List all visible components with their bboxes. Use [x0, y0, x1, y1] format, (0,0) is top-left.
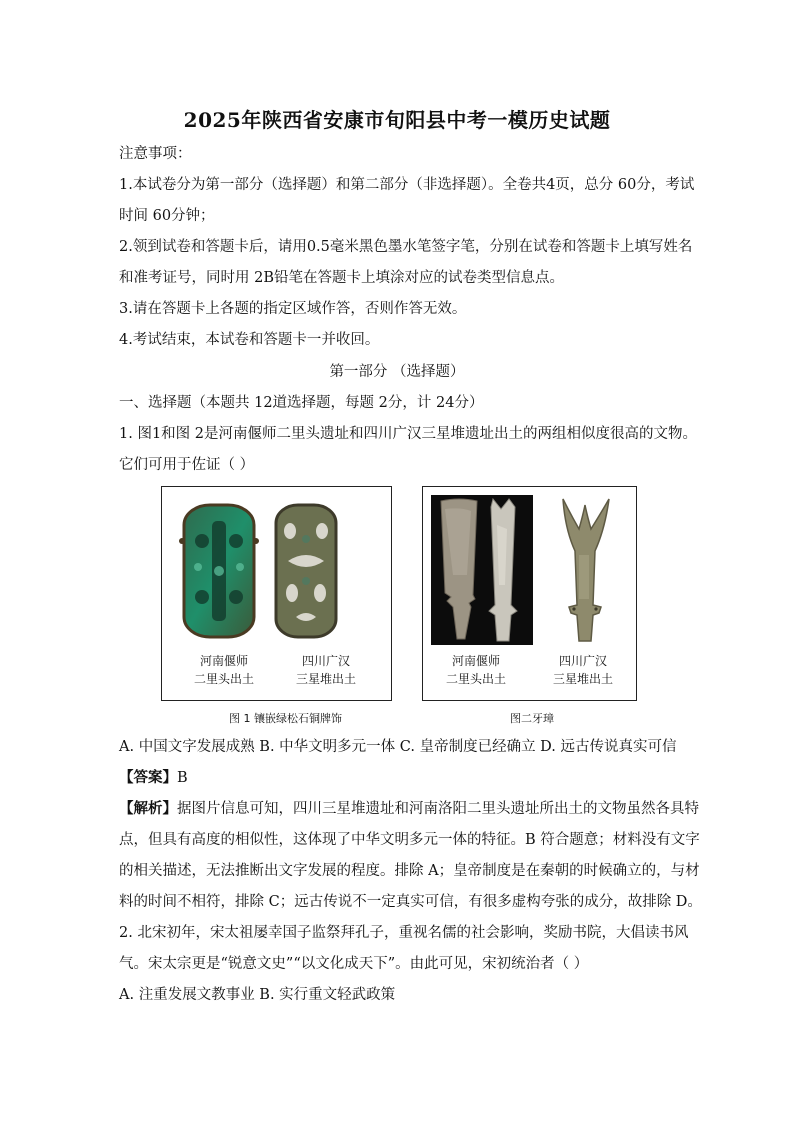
question-1-options: A. 中国文字发展成熟 B. 中华文明多元一体 C. 皇帝制度已经确立 D. 远古传说真实可信: [119, 739, 677, 755]
notice-item-1-cont: 时间 60分钟；: [119, 208, 215, 224]
notice-item-2-cont: 和准考证号，同时用 2B铅笔在答题卡上填涂对应的试卷类型信息点。: [119, 270, 564, 286]
figure-1-caption-right-site: 三星堆出土: [295, 672, 356, 686]
figure-1-caption-left-site: 二里头出土: [193, 672, 254, 686]
figure-2-caption-right-site: 三星堆出土: [552, 672, 613, 686]
analysis-text-1: 据图片信息可知，四川三星堆遗址和河南洛阳二里头遗址所出土的文物虽然各具特: [177, 801, 699, 817]
figure-2-title: 图二牙璋: [510, 712, 554, 725]
answer-line: [119, 768, 188, 788]
analysis-line-4: 料的时间不相符，排除 C；远古传说不一定真实可信，有很多虚构夸张的成分，故排除 D。: [119, 894, 702, 910]
answer-value: B: [177, 770, 188, 786]
notice-item-3: 3.请在答题卡上各题的指定区域作答，否则作答无效。: [119, 301, 467, 317]
question-2-stem: 2. 北宋初年，宋太祖屡幸国子监祭拜孔子，重视名儒的社会影响，奖励书院，大倡读书风: [119, 925, 689, 941]
question-2-options: A. 注重发展文教事业 B. 实行重文轻武政策: [119, 987, 396, 1003]
figure-2-caption-left-site: 二里头出土: [445, 672, 506, 686]
figure-2-caption-left-place: 河南偃师: [451, 654, 500, 668]
figure-2-caption-right-place: 四川广汉: [558, 654, 607, 668]
answer-label: 【答案】: [119, 769, 177, 786]
part-heading: 第一部分 （选择题）: [329, 364, 465, 380]
notice-item-1: 1.本试卷分为第一部分（选择题）和第二部分（非选择题）。全卷共4页，总分 60分，考试: [119, 177, 695, 193]
notice-heading: 注意事项：: [119, 146, 192, 162]
figure-1-box: [161, 486, 392, 701]
question-1-stem-cont: 它们可用于佐证（ ）: [119, 457, 255, 473]
turquoise-bronze-plaque-image-left: [178, 501, 260, 641]
question-2-stem-cont: 气。宋太宗更是“锐意文史”“以文化成天下”。由此可见，宋初统治者（ ）: [119, 956, 589, 972]
analysis-label: 【解析】: [119, 800, 177, 817]
notice-item-2: 2.领到试卷和答题卡后，请用0.5毫米黑色墨水笔签字笔，分别在试卷和答题卡上填写姓名: [119, 239, 693, 255]
analysis-line-1: [119, 799, 699, 819]
page-title: 2025年陕西省安康市旬阳县中考一模历史试题: [183, 108, 611, 132]
yazhang-blade-pair-image: [431, 495, 533, 645]
openwork-bronze-plaque-image-right: [270, 501, 342, 641]
figure-1-caption-left-place: 河南偃师: [199, 654, 248, 668]
figure-1-caption-right-place: 四川广汉: [301, 654, 350, 668]
figure-2-box: [422, 486, 637, 701]
analysis-line-2: 点，但具有高度的相似性，这体现了中华文明多元一体的特征。B 符合题意；材料没有文字: [119, 832, 700, 848]
question-1-stem: 1. 图1和图 2是河南偃师二里头遗址和四川广汉三星堆遗址出土的两组相似度很高的文物。: [119, 426, 697, 442]
yazhang-blade-single-image: [549, 495, 623, 645]
figure-1-title: 图 1 镶嵌绿松石铜牌饰: [229, 712, 342, 725]
section-heading: 一、选择题（本题共 12道选择题，每题 2分，计 24分）: [119, 395, 484, 411]
notice-item-4: 4.考试结束，本试卷和答题卡一并收回。: [119, 332, 380, 348]
analysis-line-3: 的相关描述，无法推断出文字发展的程度。排除 A；皇帝制度是在秦朝的时候确立的，与材: [119, 863, 700, 879]
